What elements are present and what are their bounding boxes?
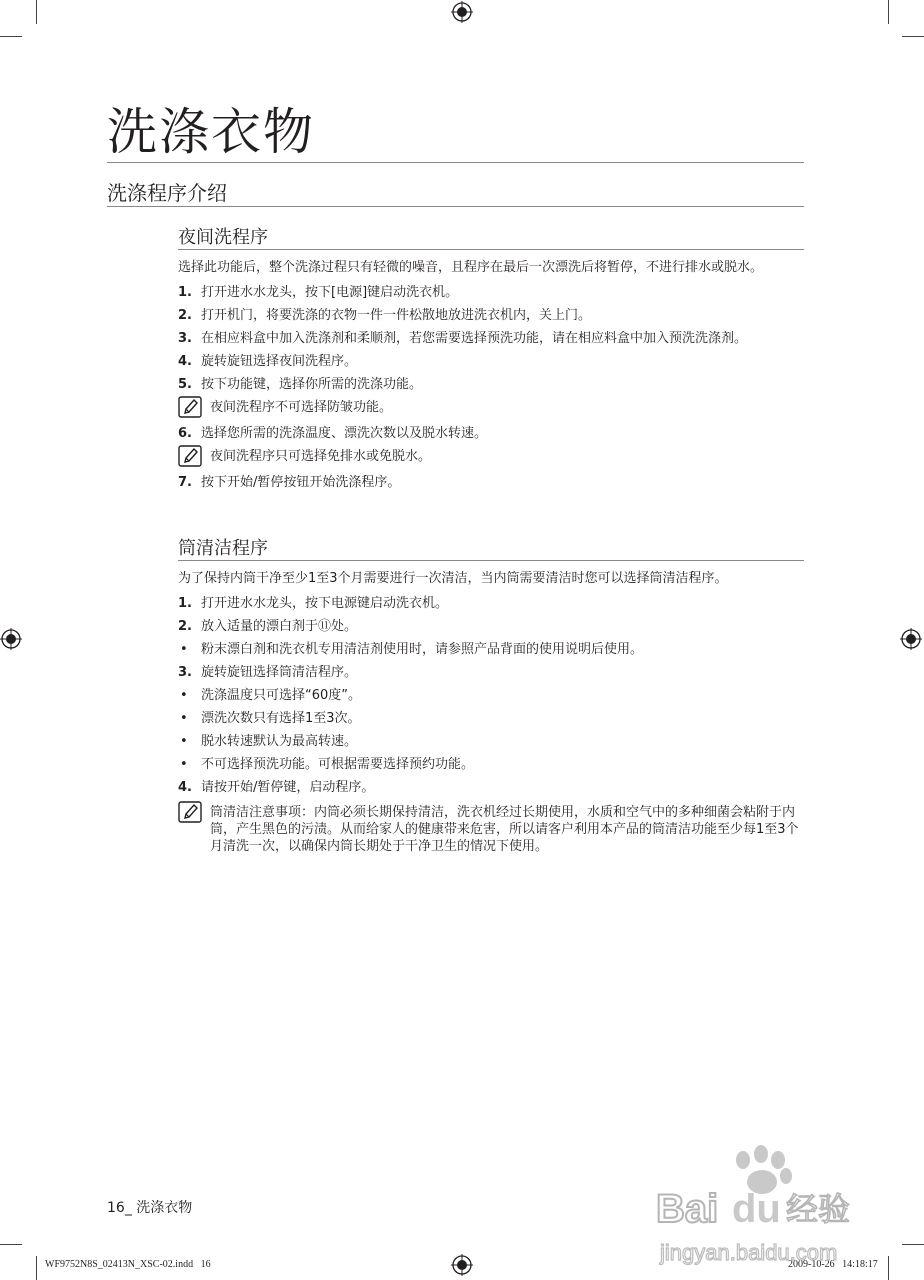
step-number: 7.: [178, 475, 192, 490]
step-text: 旋转旋钮选择夜间洗程序。: [201, 354, 358, 369]
crop-mark-bottom-left-vertical: [36, 1256, 37, 1280]
title-rule: [107, 162, 804, 163]
watermark-brand-du: du: [732, 1187, 781, 1231]
drum-clean-content: [178, 570, 804, 861]
list-item: [178, 618, 804, 635]
note-item: [178, 399, 804, 419]
registration-mark-left-icon: [0, 628, 22, 650]
crop-mark-top-right: [902, 36, 924, 37]
print-slug-file: WF9752N8S_02413N_XSC-02.indd 16: [45, 1259, 211, 1270]
step-text: 选择您所需的洗涤温度、漂洗次数以及脱水转速。: [201, 426, 488, 441]
note-text: 夜间洗程序只可选择免排水或免脱水。: [210, 449, 432, 464]
bullet-mark: •: [180, 734, 188, 749]
registration-mark-bottom-icon: [451, 1254, 473, 1276]
step-text: 粉末漂白剂和洗衣机专用清洁剂使用时，请参照产品背面的使用说明后使用。: [201, 642, 644, 657]
night-wash-rule: [178, 249, 804, 250]
step-text: 按下功能键，选择你所需的洗涤功能。: [201, 377, 423, 392]
bullet-mark: •: [180, 642, 188, 657]
note-pencil-icon: [178, 801, 202, 823]
crop-mark-bottom-left: [0, 1244, 22, 1245]
list-item: [178, 687, 804, 704]
print-slug-timestamp: 2009-10-26 14:18:17: [788, 1259, 878, 1270]
page-number-label: 16_ 洗涤衣物: [107, 1200, 193, 1216]
drum-clean-steps: [178, 595, 804, 855]
step-number: 2.: [178, 308, 192, 323]
step-number: 2.: [178, 619, 192, 634]
step-text: 打开进水水龙头，按下电源键启动洗衣机。: [201, 596, 449, 611]
note-item: [178, 804, 804, 855]
crop-mark-top-left: [0, 36, 22, 37]
step-text: 放入适量的漂白剂于⑪处。: [201, 619, 358, 634]
step-text: 洗涤温度只可选择“60度”。: [201, 688, 362, 703]
night-wash-intro: 选择此功能后，整个洗涤过程只有轻微的噪音，且程序在最后一次漂洗后将暂停，不进行排水或脱水。: [178, 260, 764, 275]
step-text: 在相应料盒中加入洗涤剂和柔顺剂，若您需要选择预洗功能，请在相应料盒中加入预洗洗涤剂。: [201, 331, 748, 346]
step-number: 3.: [178, 665, 192, 680]
drum-clean-rule: [178, 560, 804, 561]
note-text: 夜间洗程序不可选择防皱功能。: [210, 400, 393, 415]
crop-mark-bottom-right-vertical: [888, 1256, 889, 1280]
night-wash-title: 夜间洗程序: [178, 227, 268, 248]
bullet-mark: •: [180, 711, 188, 726]
drum-clean-title: 筒清洁程序: [178, 538, 268, 559]
list-item: [178, 307, 804, 324]
page-title: 洗涤衣物: [107, 103, 315, 161]
watermark-url: jingyan.baidu.com: [660, 1240, 838, 1265]
drum-clean-intro: 为了保持内筒干净至少1至3个月需要进行一次清洁，当内筒需要清洁时您可以选择筒清洁程序。: [178, 571, 728, 586]
night-wash-steps: [178, 284, 804, 491]
list-item: [178, 664, 804, 681]
list-item: [178, 376, 804, 393]
step-text: 脱水转速默认为最高转速。: [201, 734, 358, 749]
watermark-brand-latin: Bai: [656, 1187, 719, 1231]
bullet-mark: •: [180, 688, 188, 703]
list-item: [178, 710, 804, 727]
step-text: 打开进水水龙头，按下[电源]键启动洗衣机。: [201, 285, 459, 300]
step-text: 按下开始/暂停按钮开始洗涤程序。: [201, 475, 401, 490]
section-title: 洗涤程序介绍: [107, 181, 227, 205]
list-item: [178, 474, 804, 491]
list-item: [178, 353, 804, 370]
step-number: 1.: [178, 285, 192, 300]
registration-mark-right-icon: [900, 628, 922, 650]
baidu-jingyan-watermark-icon: [652, 1140, 872, 1270]
step-number: 4.: [178, 780, 192, 795]
section-rule: [107, 206, 804, 207]
list-item: [178, 756, 804, 773]
step-number: 4.: [178, 354, 192, 369]
crop-mark-top-right-vertical: [888, 0, 889, 24]
night-wash-content: [178, 259, 804, 497]
list-item: [178, 595, 804, 612]
step-number: 5.: [178, 377, 192, 392]
bullet-mark: •: [180, 757, 188, 772]
list-item: [178, 284, 804, 301]
watermark-brand-cn: 经验: [786, 1190, 851, 1228]
list-item: [178, 425, 804, 442]
list-item: [178, 779, 804, 796]
step-text: 不可选择预洗功能。可根据需要选择预约功能。: [201, 757, 475, 772]
list-item: [178, 733, 804, 750]
note-item: [178, 448, 804, 468]
step-text: 漂洗次数只有选择1至3次。: [201, 711, 361, 726]
step-text: 请按开始/暂停键，启动程序。: [201, 780, 375, 795]
note-text: 筒清洁注意事项：内筒必须长期保持清洁，洗衣机经过长期使用，水质和空气中的多种细菌会粘附于内筒，产生黑色的污渍。从而给家人的健康带来危害，所以请客户利用本产品的筒清洁功能至少每1至3个月清洗一次，以确保内筒长期处于干净卫生的情况下使用。: [210, 805, 799, 854]
step-number: 3.: [178, 331, 192, 346]
step-text: 旋转旋钮选择筒清洁程序。: [201, 665, 358, 680]
note-pencil-icon: [178, 396, 202, 418]
step-number: 6.: [178, 426, 192, 441]
step-text: 打开机门，将要洗涤的衣物一件一件松散地放进洗衣机内，关上门。: [201, 308, 592, 323]
note-pencil-icon: [178, 445, 202, 467]
registration-mark-top-icon: [451, 1, 473, 23]
step-number: 1.: [178, 596, 192, 611]
crop-mark-top-left-vertical: [36, 0, 37, 24]
list-item: [178, 641, 804, 658]
list-item: [178, 330, 804, 347]
crop-mark-bottom-right: [902, 1244, 924, 1245]
